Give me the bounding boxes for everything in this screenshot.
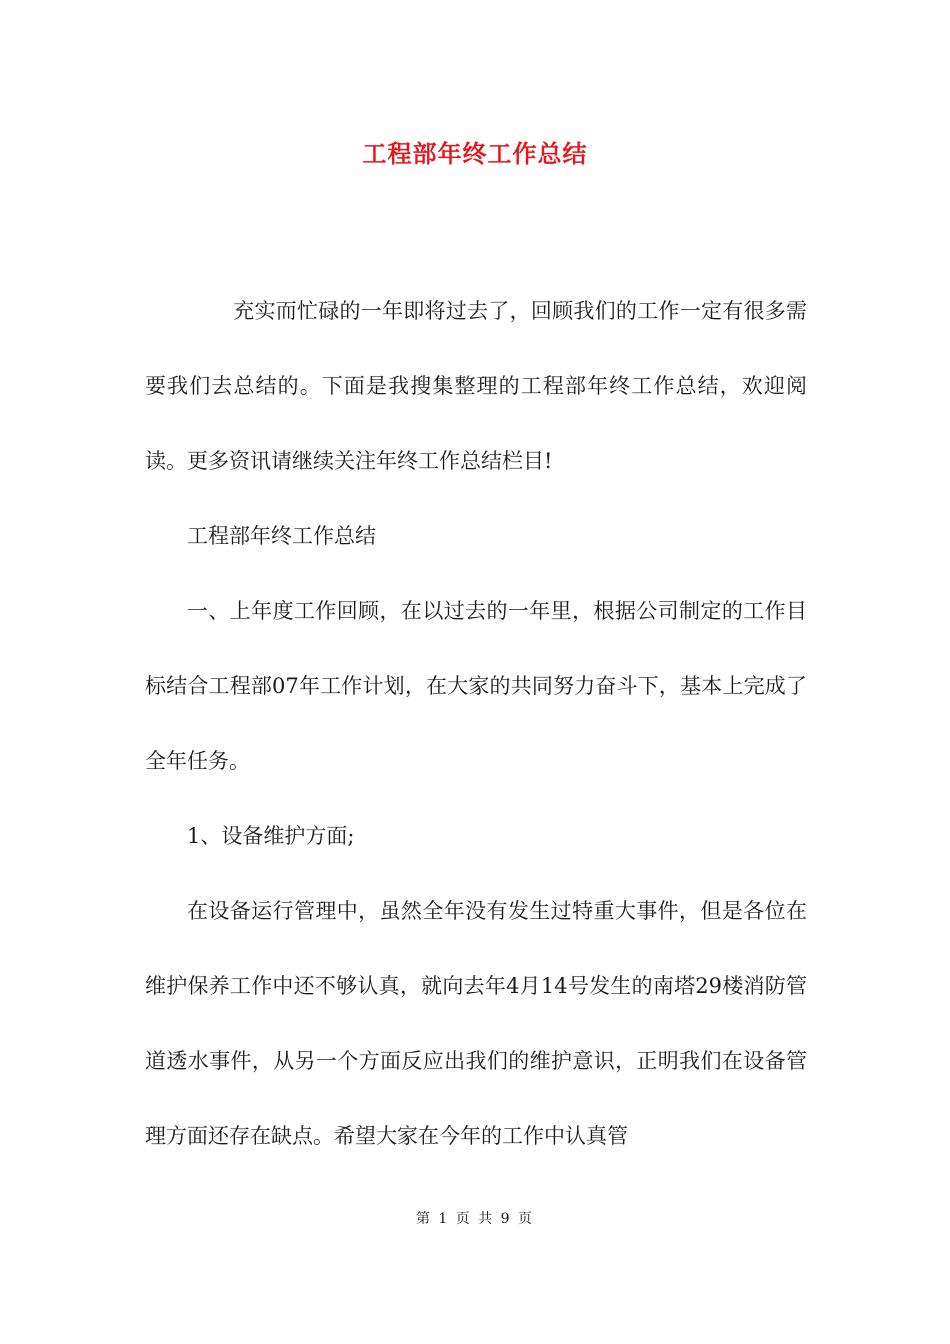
intro-paragraph: 充实而忙碌的一年即将过去了，回顾我们的工作一定有很多需要我们去总结的。下面是我搜集整理的工程部年终工作总结，欢迎阅读。更多资讯请继续关注年终工作总结栏目! [145, 299, 807, 473]
document-title: 工程部年终工作总结 [362, 139, 588, 168]
page-number: 第 1 页 共 9 页 [415, 1211, 535, 1227]
review-paragraph: 一、上年度工作回顾，在以过去的一年里，根据公司制定的工作目标结合工程部07年工作计划，在大家的共同努力奋斗下，基本上完成了全年任务。 [145, 599, 807, 773]
subsection-heading: 1、设备维护方面; [187, 824, 355, 848]
section-heading: 工程部年终工作总结 [187, 524, 376, 548]
document-body [145, 274, 807, 1174]
equipment-paragraph: 在设备运行管理中，虽然全年没有发生过特重大事件，但是各位在维护保养工作中还不够认真，就向去年4月14号发生的南塔29楼消防管道透水事件，从另一个方面反应出我们的维护意识，正明我们在设备管理方面还存在缺点。希望大家在今年的工作中认真管 [145, 899, 807, 1148]
